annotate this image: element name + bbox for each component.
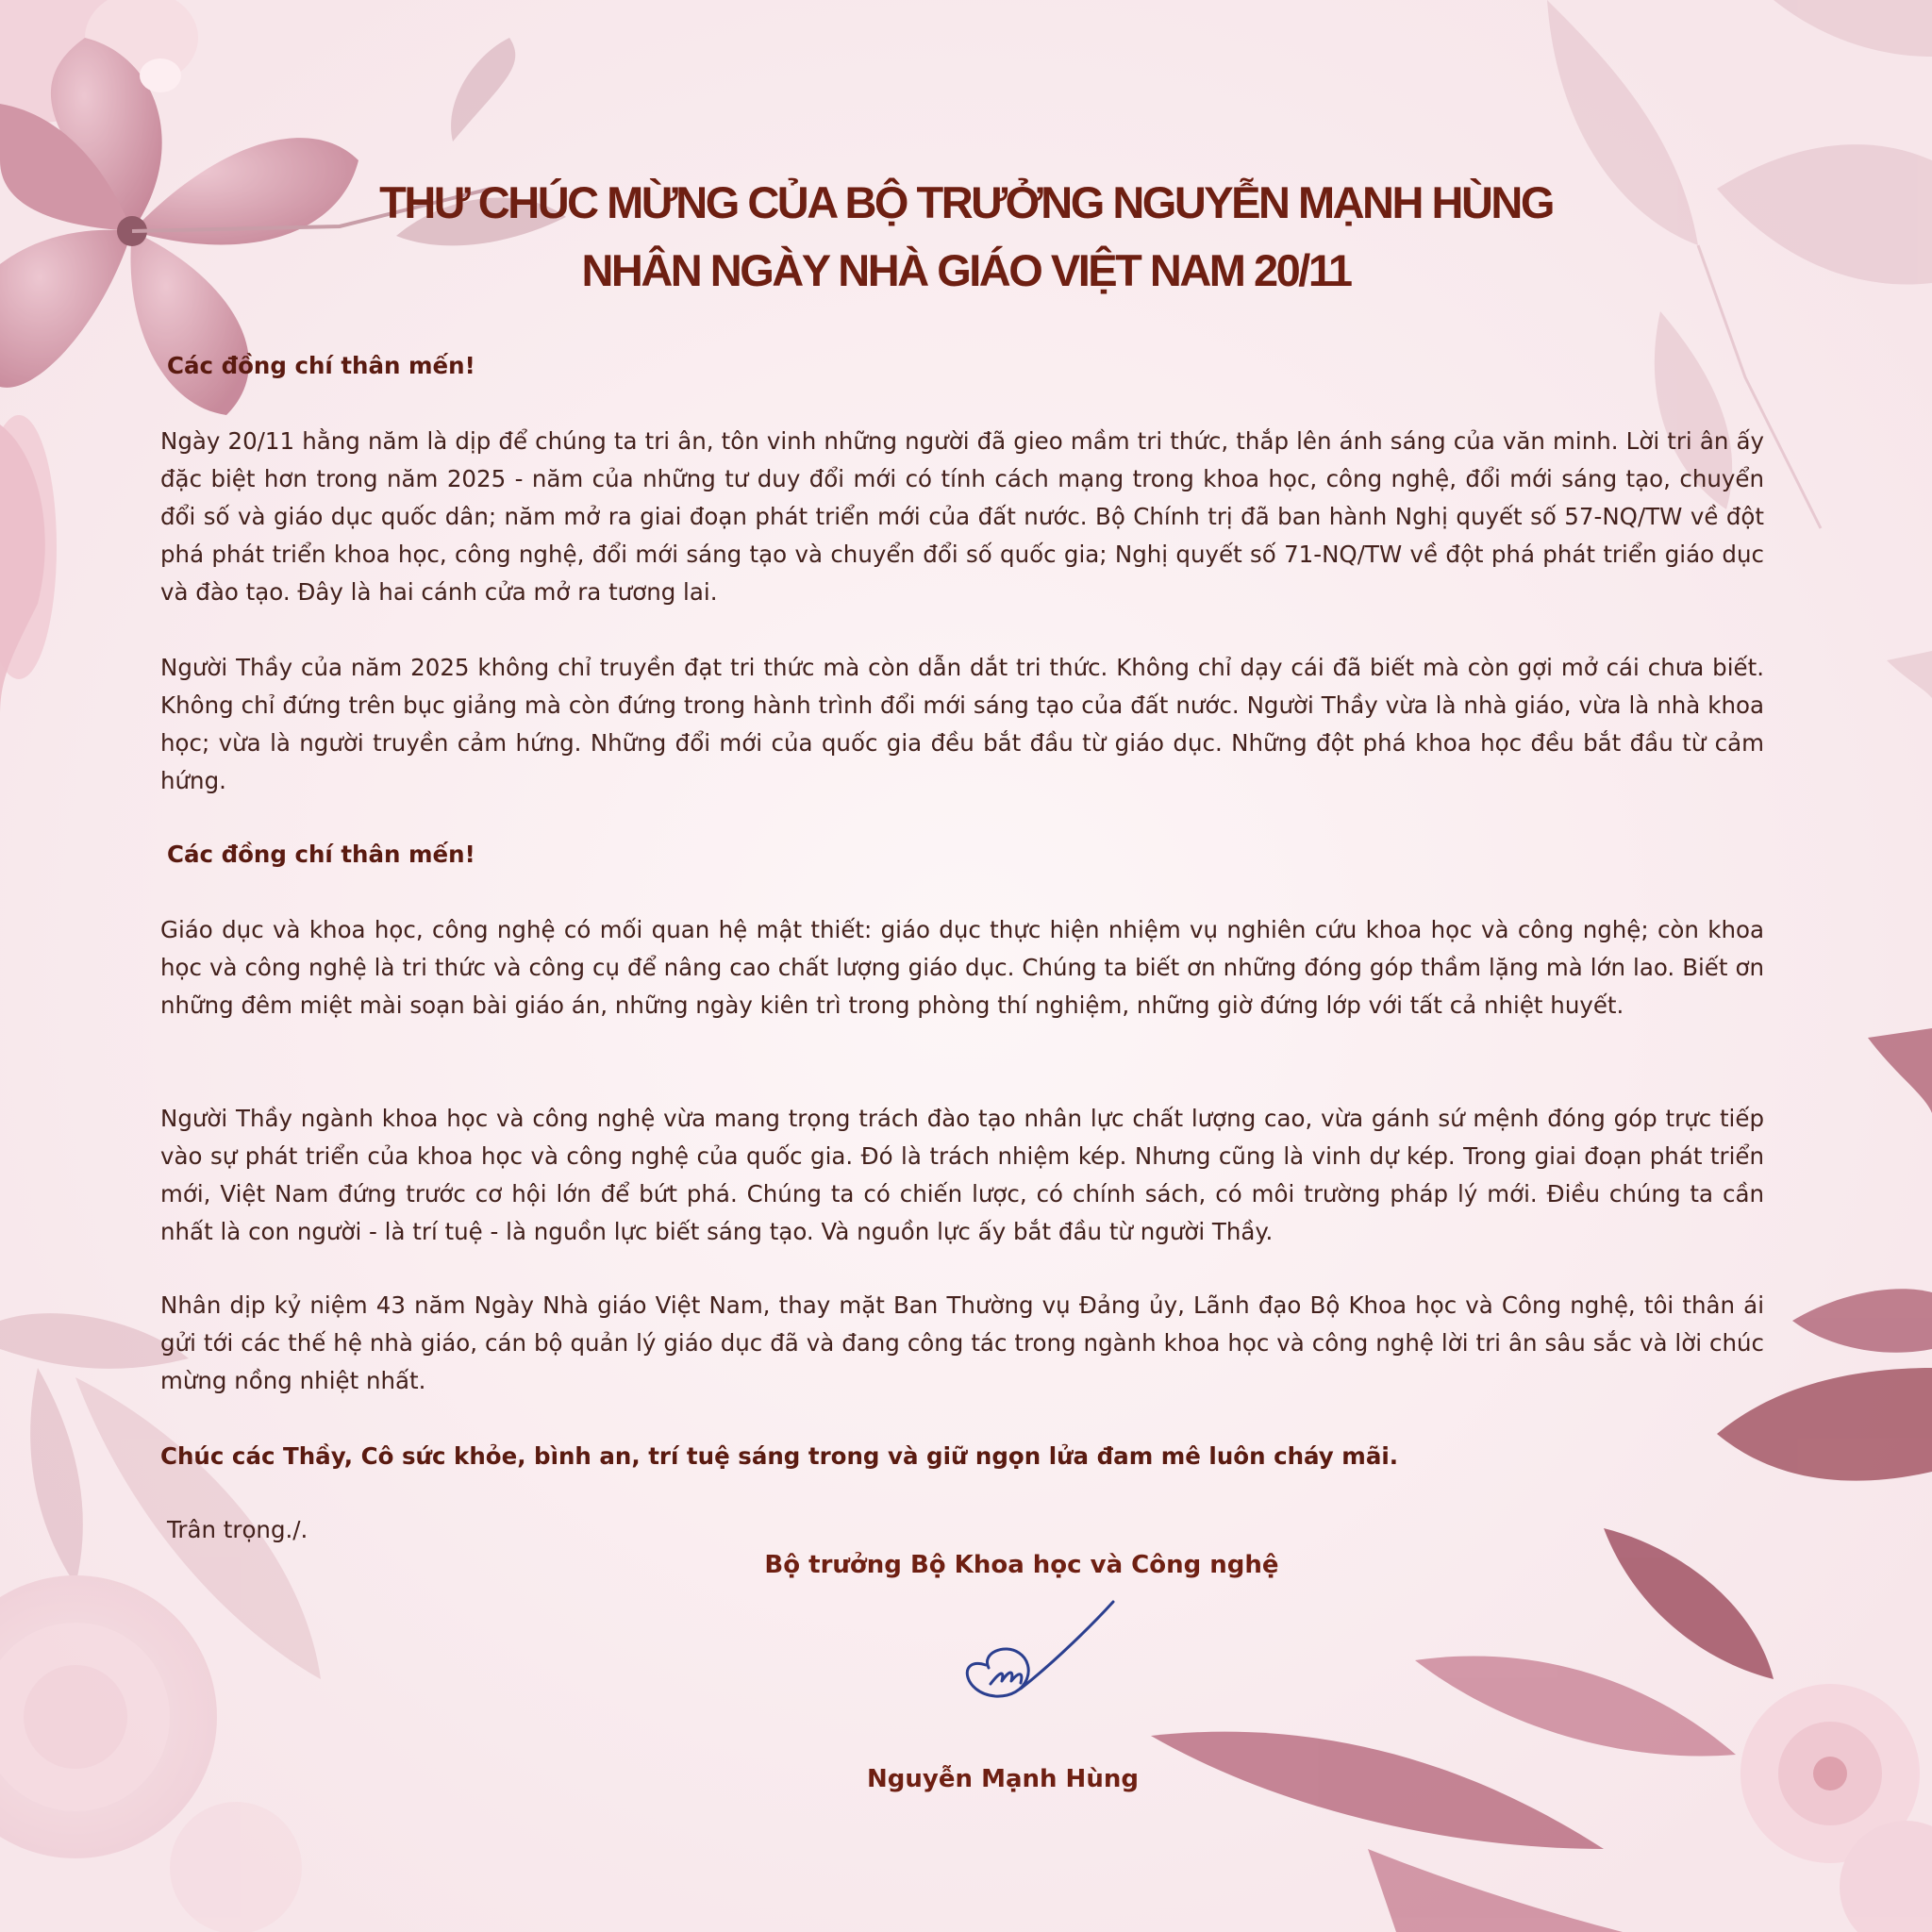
paragraph-2: Người Thầy của năm 2025 không chỉ truyền đạt tri thức mà còn dẫn dắt tri thức. Không chỉ dạy cái đã biết mà còn gợi mở cái chưa biết. Không chỉ đứng trên bục giảng mà còn đứng trong hành trình đổi mới sáng tạo của đất nước. Người Thầy vừa là nhà giáo, vừa là nhà khoa học; vừa là người truyền cảm hứng. Những đổi mới của quốc gia đều bắt đầu từ giáo dục. Những đột phá khoa học đều bắt đầu từ cảm hứng. bbox=[160, 654, 1764, 794]
paragraph-3: Giáo dục và khoa học, công nghệ có mối quan hệ mật thiết: giáo dục thực hiện nhiệm vụ nghiên cứu khoa học và công nghệ; còn khoa học và công nghệ là tri thức và công cụ để nâng cao chất lượng giáo dục. Chúng ta biết ơn những đóng góp thầm lặng mà lớn lao. Biết ơn những đêm miệt mài soạn bài giáo án, những ngày kiên trì trong phòng thí nghiệm, những giờ đứng lớp với tất cả nhiệt huyết. bbox=[160, 916, 1764, 1019]
letter-title-line-2: NHÂN NGÀY NHÀ GIÁO VIỆT NAM 20/11 bbox=[581, 245, 1351, 295]
salutation-1: Các đồng chí thân mến! bbox=[167, 352, 475, 379]
closing-wish: Chúc các Thầy, Cô sức khỏe, bình an, trí tuệ sáng trong và giữ ngọn lửa đam mê luôn cháy mãi. bbox=[160, 1442, 1399, 1470]
handwritten-signature bbox=[953, 1594, 1123, 1717]
closing-phrase: Trân trọng./. bbox=[167, 1516, 308, 1543]
signer-title: Bộ trưởng Bộ Khoa học và Công nghệ bbox=[764, 1551, 1279, 1579]
paragraph-1: Ngày 20/11 hằng năm là dịp để chúng ta tri ân, tôn vinh những người đã gieo mầm tri thức, thắp lên ánh sáng của văn minh. Lời tri ân ấy đặc biệt hơn trong năm 2025 - năm của những tư duy đổi mới có tính cách mạng trong khoa học, công nghệ, đổi mới sáng tạo, chuyển đổi số và giáo dục quốc dân; năm mở ra giai đoạn phát triển mới của đất nước. Bộ Chính trị đã ban hành Nghị quyết số 57-NQ/TW về đột phá phát triển khoa học, công nghệ, đổi mới sáng tạo và chuyển đổi số quốc gia; Nghị quyết số 71-NQ/TW về đột phá phát triển giáo dục và đào tạo. Đây là hai cánh cửa mở ra tương lai. bbox=[160, 427, 1764, 606]
salutation-2: Các đồng chí thân mến! bbox=[167, 841, 475, 868]
paragraph-5: Nhân dịp kỷ niệm 43 năm Ngày Nhà giáo Việt Nam, thay mặt Ban Thường vụ Đảng ủy, Lãnh đạo Bộ Khoa học và Công nghệ, tôi thân ái gửi tới các thế hệ nhà giáo, cán bộ quản lý giáo dục đã và đang công tác trong ngành khoa học và công nghệ lời tri ân sâu sắc và lời chúc mừng nồng nhiệt nhất. bbox=[160, 1291, 1764, 1394]
letter-title-line-1: THƯ CHÚC MỪNG CỦA BỘ TRƯỞNG NGUYỄN MẠNH HÙNG bbox=[379, 177, 1553, 227]
paragraph-4: Người Thầy ngành khoa học và công nghệ vừa mang trọng trách đào tạo nhân lực chất lượng cao, vừa gánh sứ mệnh đóng góp trực tiếp vào sự phát triển của khoa học và công nghệ của quốc gia. Đó là trách nhiệm kép. Nhưng cũng là vinh dự kép. Trong giai đoạn phát triển mới, Việt Nam đứng trước cơ hội lớn để bứt phá. Chúng ta có chiến lược, có chính sách, có môi trường pháp lý mới. Điều chúng ta cần nhất là con người - là trí tuệ - là nguồn lực biết sáng tạo. Và nguồn lực ấy bắt đầu từ người Thầy. bbox=[160, 1105, 1764, 1245]
signer-name: Nguyễn Mạnh Hùng bbox=[867, 1765, 1139, 1793]
